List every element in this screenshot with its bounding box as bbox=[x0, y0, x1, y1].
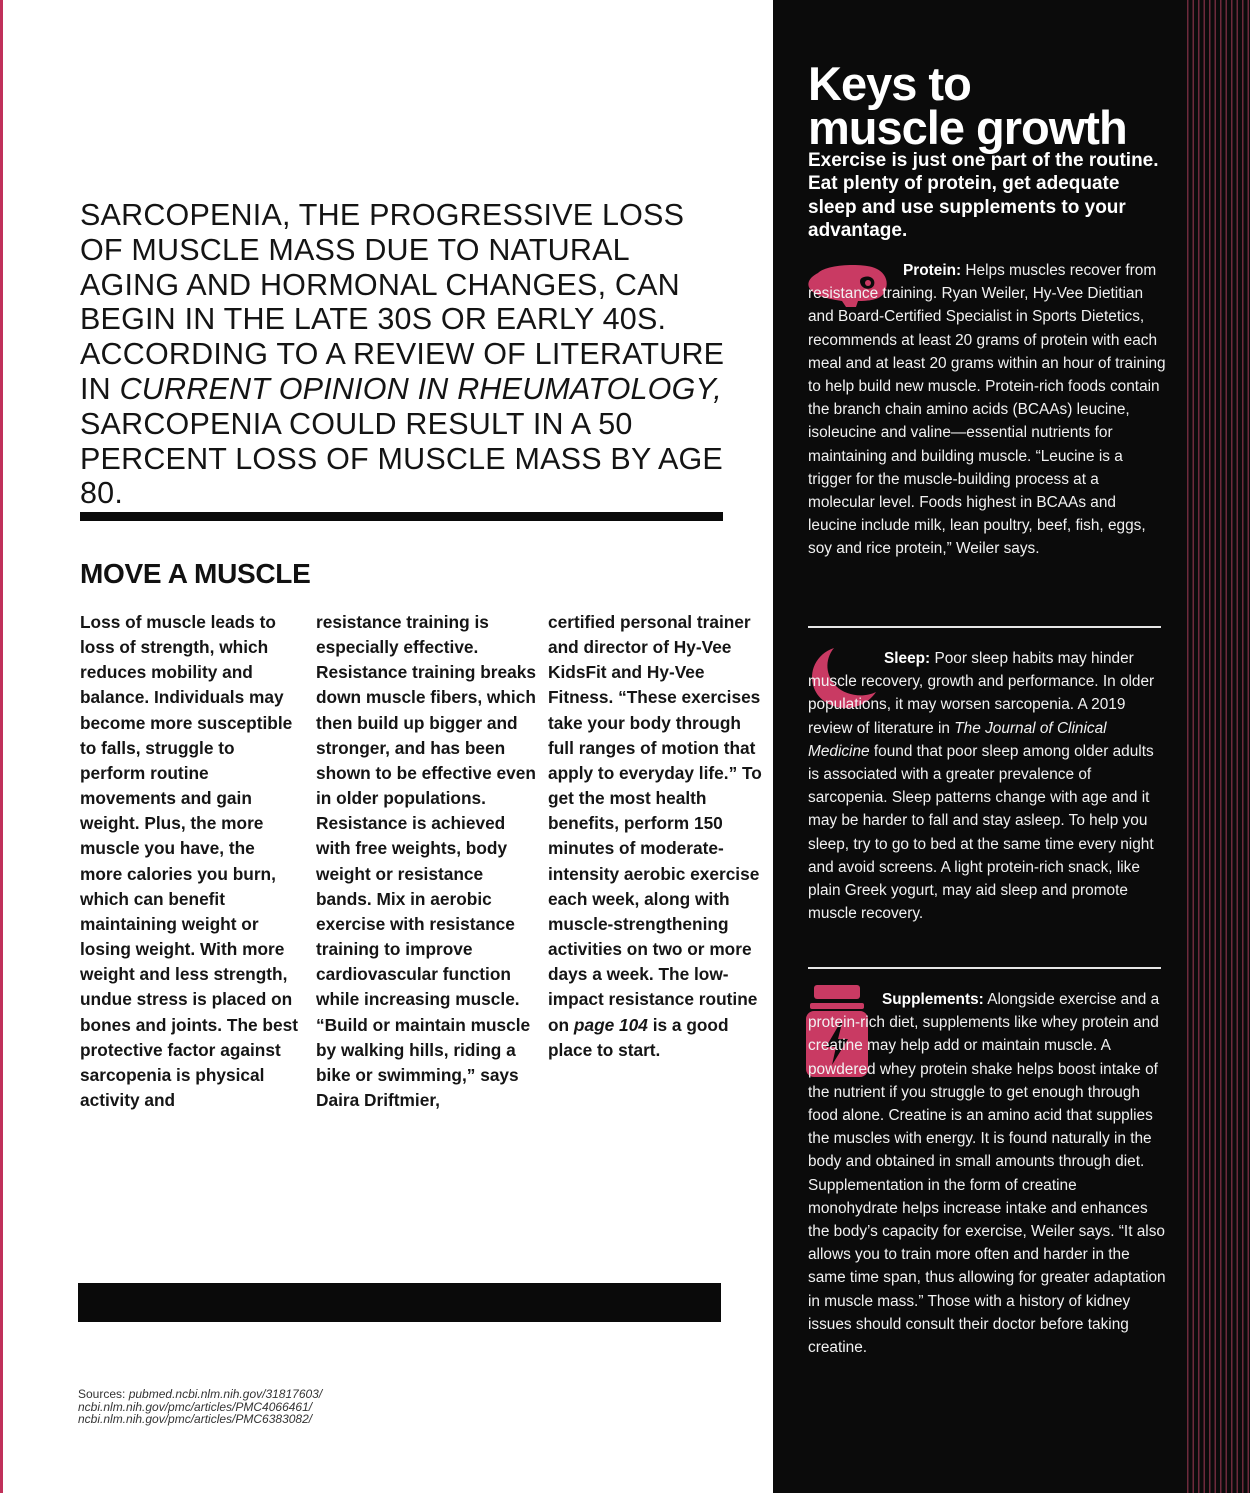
section-divider bbox=[80, 512, 723, 521]
supplements-text: Supplements: Alongside exercise and a protein-rich diet, supplements like whey protein and creatine may help add or maintain muscle. A powdered whey protein shake helps boost intake of the nutrient if you struggle to get enough through food alone. Creatine is an amino acid that supplies the muscles with energy. It is found naturally in the body and obtained in small amounts through diet. Supplementation in the form of creatine monohydrate helps increase intake and enhances the body’s capacity for exercise, Weiler says. “It also allows you to train more often and harder in the same time span, thus allowing for greater adaptation in muscle mass.” Those with a history of kidney issues should consult their doctor before taking creatine. bbox=[808, 991, 1166, 1357]
sources-list: Sources: pubmed.ncbi.nlm.nih.gov/31817603/ ncbi.nlm.nih.gov/pmc/articles/PMC4066461/ ncbi.nlm.nih.gov/pmc/articles/PMC6383082/ bbox=[78, 1387, 323, 1426]
sidebar-lead: Exercise is just one part of the routine. Eat plenty of protein, get adequate sleep and use supplements to your advantage. bbox=[808, 150, 1159, 241]
section-title: MOVE A MUSCLE bbox=[80, 558, 311, 589]
journal-title-sleep: The Journal of Clinical Medicine bbox=[808, 719, 1107, 760]
sidebar-divider-2 bbox=[808, 967, 1161, 969]
footer-bar bbox=[78, 1283, 721, 1322]
journal-title: CURRENT OPINION IN RHEUMATOLOGY, bbox=[119, 371, 722, 406]
sidebar-divider-1 bbox=[808, 626, 1161, 628]
sleep-text: Sleep: Poor sleep habits may hinder muscle recovery, growth and performance. In older populations, it may worsen sarcopenia. A 2019 review of literature in The Journal of Clinical Medicine found that poor sleep among older adults is associated with a greater prevalence of sarcopenia. Sleep patterns change with age and it may be harder to fall and stay asleep. To help you sleep, try to go to bed at the same time every night and avoid screens. A light protein-rich snack, like plain Greek yogurt, may aid sleep and promote muscle recovery. bbox=[808, 650, 1155, 923]
page-reference: page 104 bbox=[573, 1014, 648, 1035]
sidebar-stripes bbox=[1183, 0, 1250, 1493]
intro-paragraph: SARCOPENIA, THE PROGRESSIVE LOSS OF MUSCLE MASS DUE TO NATURAL AGING AND HORMONAL CHANGES, CAN BEGIN IN THE LATE 30S OR EARLY 40S. ACCORDING TO A REVIEW OF LITERATURE IN CURRENT OPINION IN RHEUMATOLOGY, SARCOPENIA COULD RESULT IN A 50 PERCENT LOSS OF MUSCLE MASS BY AGE 80. bbox=[80, 198, 725, 511]
body-column-2: resistance training is especially effective. Resistance training breaks down muscle fibers, which then build up bigger and stronger, and has been shown to be effective even in older populations. Resistance is achieved with free weights, body weight or resistance bands. Mix in aerobic exercise with resistance training to improve cardiovascular function while increasing muscle. “Build or maintain muscle by walking hills, riding a bike or swimming,” says Daira Driftmier, bbox=[316, 612, 536, 1110]
body-column-1: Loss of muscle leads to loss of strength, which reduces mobility and balance. Individuals may become more susceptible to falls, struggle to perform routine movements and gain weight. Plus, the more muscle you have, the more calories you burn, which can benefit maintaining weight or losing weight. With more weight and less strength, undue stress is placed on bones and joints. The best protective factor against sarcopenia is physical activity and bbox=[80, 612, 298, 1110]
sidebar-title: Keys to muscle growth bbox=[808, 57, 1127, 154]
protein-text: Protein: Helps muscles recover from resistance training. Ryan Weiler, Hy-Vee Dietitian and Board-Certified Specialist in Sports Dietetics, recommends at least 20 grams of protein with each meal and at least 20 grams within an hour of training to help build new muscle. Protein-rich foods contain the branch chain amino acids (BCAAs) leucine, isoleucine and valine—essential nutrients for maintaining and building muscle. “Leucine is a trigger for the muscle-building process at a molecular level. Foods highest in BCAAs and leucine include milk, lean poultry, beef, fish, eggs, soy and rice protein,” Weiler says. bbox=[808, 262, 1166, 558]
body-column-3: certified personal trainer and director of Hy-Vee KidsFit and Hy-Vee Fitness. “These exercises take your body through full ranges of motion that apply to everyday life.” To get the most health benefits, perform 150 minutes of moderate-intensity aerobic exercise each week, along with muscle-strengthening activities on two or more days a week. The low-impact resistance routine on page 104 is a good place to start. bbox=[548, 612, 762, 1060]
page-edge-accent bbox=[0, 0, 3, 1493]
